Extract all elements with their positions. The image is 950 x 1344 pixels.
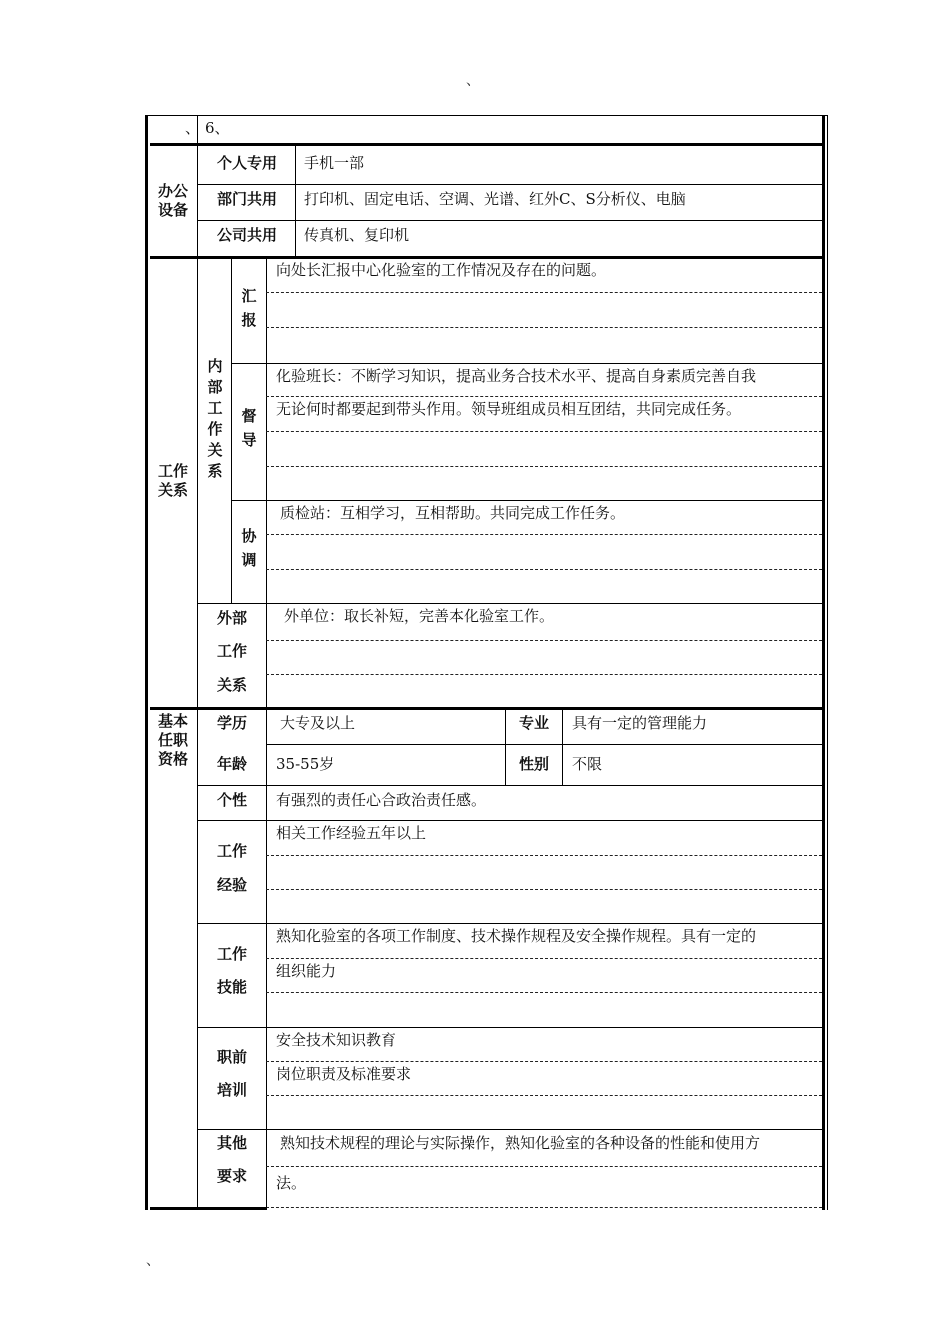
label-age: 年龄 <box>216 755 247 773</box>
label-gender: 性别 <box>518 755 549 773</box>
label-department-shared: 部门共用 <box>216 190 277 208</box>
label-supervise: 督导 <box>241 407 257 449</box>
value-age: 35-55岁 <box>276 755 335 773</box>
label-external-2: 工作 <box>216 642 247 660</box>
value-other-line2: 法。 <box>276 1174 307 1192</box>
label-experience-2: 经验 <box>216 876 247 894</box>
value-training-line1: 安全技术知识教育 <box>276 1031 397 1049</box>
text-report: 向处长汇报中心化验室的工作情况及存在的问题。 <box>276 261 607 279</box>
section-work-relations: 工作关系 <box>157 462 188 499</box>
value-company-shared: 传真机、复印机 <box>304 226 410 244</box>
text-coordinate: 质检站：互相学习，互相帮助。共同完成工作任务。 <box>280 504 626 522</box>
section-office-equipment: 办公设备 <box>157 182 188 219</box>
label-experience-1: 工作 <box>216 842 247 860</box>
value-personality: 有强烈的责任心合政治责任感。 <box>276 791 487 809</box>
value-skills-line2: 组织能力 <box>276 962 337 980</box>
label-major: 专业 <box>518 714 549 732</box>
label-internal-relations: 内部工作关系 <box>207 357 223 480</box>
label-training-2: 培训 <box>216 1081 247 1099</box>
text-supervise-line1: 化验班长：不断学习知识，提高业务合技术水平、提高自身素质完善自我 <box>276 367 757 385</box>
label-personal-use: 个人专用 <box>216 154 277 172</box>
label-report: 汇报 <box>241 287 257 329</box>
label-training-1: 职前 <box>216 1048 247 1066</box>
value-skills-line1: 熟知化验室的各项工作制度、技术操作规程及安全操作规程。具有一定的 <box>276 927 757 945</box>
label-skills-2: 技能 <box>216 978 247 996</box>
value-major: 具有一定的管理能力 <box>572 714 708 732</box>
header-mark: 、 <box>466 73 480 89</box>
label-company-shared: 公司共用 <box>216 226 277 244</box>
text-external: 外单位：取长补短，完善本化验室工作。 <box>284 607 555 625</box>
label-education: 学历 <box>216 714 247 732</box>
top-row-number: 6、 <box>205 119 230 137</box>
section-qualifications: 基本任职资格 <box>157 712 188 768</box>
text-supervise-line2: 无论何时都要起到带头作用。领导班组成员相互团结，共同完成任务。 <box>276 400 742 418</box>
value-education: 大专及以上 <box>280 714 356 732</box>
label-external-3: 关系 <box>216 676 247 694</box>
top-row-left: 、 <box>185 119 201 137</box>
value-gender: 不限 <box>572 755 603 773</box>
label-personality: 个性 <box>216 791 247 809</box>
label-other-2: 要求 <box>216 1167 247 1185</box>
value-other-line1: 熟知技术规程的理论与实际操作，熟知化验室的各种设备的性能和使用方 <box>280 1134 761 1152</box>
value-experience: 相关工作经验五年以上 <box>276 824 427 842</box>
label-skills-1: 工作 <box>216 945 247 963</box>
label-external-1: 外部 <box>216 609 247 627</box>
value-personal-use: 手机一部 <box>304 154 365 172</box>
footer-mark: 、 <box>146 1253 160 1269</box>
value-department-shared: 打印机、固定电话、空调、光谱、红外C、S分析仪、电脑 <box>304 190 686 208</box>
label-coordinate: 协调 <box>241 527 257 569</box>
label-other-1: 其他 <box>216 1134 247 1152</box>
value-training-line2: 岗位职责及标准要求 <box>276 1065 412 1083</box>
